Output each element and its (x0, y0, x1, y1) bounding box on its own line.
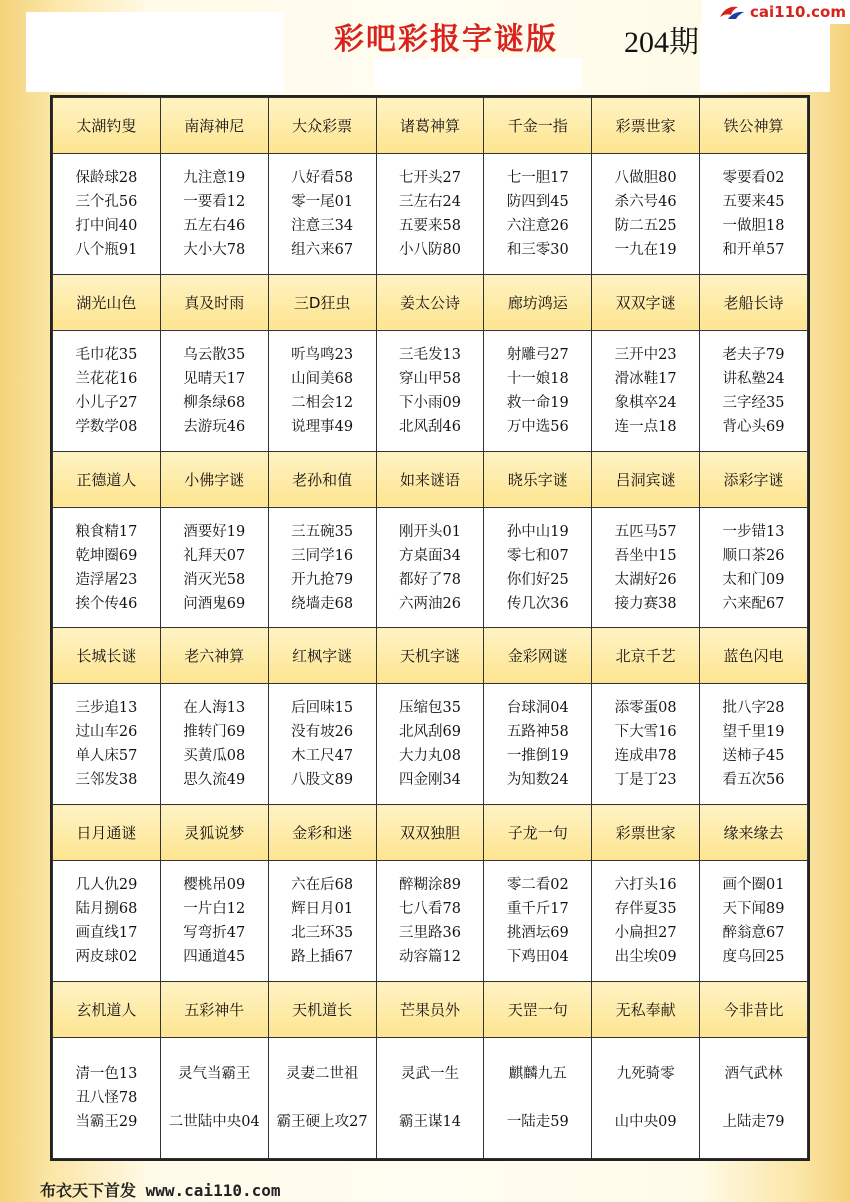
column-header-cell: 玄机道人 (53, 982, 161, 1038)
riddle-cell (268, 153, 376, 274)
header-row (53, 628, 808, 684)
column-header-cell: 红枫字谜 (268, 628, 376, 684)
column-header-cell: 老六神算 (160, 628, 268, 684)
riddle-line: 八个瓶91 (75, 241, 138, 258)
riddle-line: 路上插67 (291, 949, 354, 966)
redacted-box-left (26, 12, 284, 92)
column-header-cell: 彩票世家 (592, 805, 700, 861)
riddle-line: 万中选56 (506, 418, 569, 435)
riddle-cell (376, 861, 484, 982)
riddle-cell (268, 861, 376, 982)
riddle-cell (592, 684, 700, 805)
header-row (53, 805, 808, 861)
site-logo[interactable] (702, 0, 850, 24)
riddle-line: 动容篇12 (398, 949, 461, 966)
riddle-line: 九注意19 (183, 169, 246, 186)
riddle-line: 都好了78 (398, 571, 461, 588)
riddle-line: 问酒鬼69 (183, 595, 246, 612)
riddle-line: 粮食精17 (75, 523, 138, 540)
riddle-line: 五要来58 (398, 217, 461, 234)
column-header-cell: 湖光山色 (53, 274, 161, 330)
riddle-cell (700, 1038, 808, 1159)
riddle-line: 台球洞04 (506, 700, 569, 717)
column-header-cell: 金彩和迷 (268, 805, 376, 861)
riddle-line: 推转门69 (183, 724, 246, 741)
riddle-line: 救一命19 (506, 394, 569, 411)
riddle-line (269, 1086, 376, 1110)
riddle-line: 六两油26 (398, 595, 461, 612)
column-header-cell: 千金一指 (484, 98, 592, 154)
riddle-line: 为知数24 (506, 772, 569, 789)
riddle-line: 画个圈01 (722, 877, 785, 894)
column-header-cell: 子龙一句 (484, 805, 592, 861)
riddle-line: 大力丸08 (398, 748, 461, 765)
riddle-cell (376, 330, 484, 451)
riddle-line: 七开头27 (398, 169, 461, 186)
riddle-line: 下小雨09 (398, 394, 461, 411)
riddle-line: 五要来45 (722, 193, 785, 210)
riddle-cell (160, 330, 268, 451)
riddle-cell (592, 153, 700, 274)
riddle-line: 太湖好26 (614, 571, 677, 588)
column-header-cell: 晓乐字谜 (484, 451, 592, 507)
column-header-cell: 南海神尼 (160, 98, 268, 154)
riddle-line: 存伴夏35 (614, 901, 677, 918)
riddle-line: 孙中山19 (506, 523, 569, 540)
logo-text: cai110.com (750, 3, 846, 21)
riddle-line: 樱桃吊09 (183, 877, 246, 894)
riddle-line: 三个孔56 (75, 193, 138, 210)
riddle-line: 去游玩46 (183, 418, 246, 435)
riddle-line: 思久流49 (183, 772, 246, 789)
column-header-cell: 今非昔比 (700, 982, 808, 1038)
riddle-line: 添零蛋08 (614, 700, 677, 717)
riddle-row (53, 861, 808, 982)
riddle-line: 防四到45 (506, 193, 569, 210)
riddle-row (53, 153, 808, 274)
riddle-line: 山间美68 (291, 370, 354, 387)
riddle-line: 两皮球02 (75, 949, 138, 966)
riddle-cell (484, 861, 592, 982)
riddle-line: 大小大78 (183, 241, 246, 258)
riddle-line: 乌云散35 (183, 346, 246, 363)
riddle-line: 单人床57 (75, 748, 138, 765)
riddle-cell (592, 861, 700, 982)
riddle-line (377, 1086, 484, 1110)
column-header-cell: 蓝色闪电 (700, 628, 808, 684)
riddle-line: 辉日月01 (291, 901, 354, 918)
riddle-line: 北三环35 (291, 925, 354, 942)
riddle-line: 出尘埃09 (614, 949, 677, 966)
riddle-cell (376, 684, 484, 805)
column-header-cell: 添彩字谜 (700, 451, 808, 507)
riddle-line: 一推倒19 (506, 748, 569, 765)
riddle-line: 麒麟九五 (508, 1066, 567, 1083)
riddle-cell (376, 153, 484, 274)
riddle-cell (484, 153, 592, 274)
wing-logo-icon (718, 3, 746, 21)
riddle-line: 三邻发38 (75, 772, 138, 789)
column-header-cell: 老孙和值 (268, 451, 376, 507)
riddle-line: 望千里19 (722, 724, 785, 741)
column-header-cell: 正德道人 (53, 451, 161, 507)
riddle-line: 方桌面34 (398, 547, 461, 564)
riddle-line: 零要看02 (722, 169, 785, 186)
riddle-line: 打中间40 (75, 217, 138, 234)
riddle-cell (700, 684, 808, 805)
riddle-line: 上陆走79 (722, 1114, 785, 1131)
riddle-line: 八做胆80 (614, 169, 677, 186)
riddle-line: 杀六号46 (614, 193, 677, 210)
riddle-cell (160, 507, 268, 628)
riddle-line: 你们好25 (506, 571, 569, 588)
riddle-line: 灵武一生 (400, 1066, 459, 1083)
riddle-line: 买黄瓜08 (183, 748, 246, 765)
riddle-line: 六在后68 (291, 877, 354, 894)
riddle-line: 五左右46 (183, 217, 246, 234)
riddle-line: 木工尺47 (291, 748, 354, 765)
issue-number: 204期 (624, 26, 699, 59)
column-header-cell: 缘来缘去 (700, 805, 808, 861)
riddle-line: 学数学08 (75, 418, 138, 435)
riddle-table (52, 97, 808, 1159)
riddle-line: 北风刮69 (398, 724, 461, 741)
riddle-cell (700, 861, 808, 982)
riddle-line: 六来配67 (722, 595, 785, 612)
riddle-line: 七八看78 (398, 901, 461, 918)
riddle-line: 霸王谋14 (398, 1114, 461, 1131)
riddle-line: 批八字28 (722, 700, 785, 717)
riddle-line: 二世陆中央04 (168, 1114, 260, 1131)
riddle-line: 造浮屠23 (75, 571, 138, 588)
riddle-cell (160, 684, 268, 805)
riddle-line: 挑酒坛69 (506, 925, 569, 942)
riddle-line: 灵妻二世祖 (285, 1066, 359, 1083)
riddle-cell (53, 153, 161, 274)
column-header-cell: 老船长诗 (700, 274, 808, 330)
riddle-cell (268, 507, 376, 628)
riddle-line: 在人海13 (183, 700, 246, 717)
column-header-cell: 双双字谜 (592, 274, 700, 330)
riddle-line: 六注意26 (506, 217, 569, 234)
riddle-line: 刚开头01 (398, 523, 461, 540)
riddle-line: 三同学16 (291, 547, 354, 564)
riddle-line: 保龄球28 (75, 169, 138, 186)
riddle-line: 画直线17 (75, 925, 138, 942)
riddle-line: 乾坤圈69 (75, 547, 138, 564)
riddle-line: 看五次56 (722, 772, 785, 789)
column-header-cell: 彩票世家 (592, 98, 700, 154)
column-header-cell: 吕洞宾谜 (592, 451, 700, 507)
riddle-line: 象棋卒24 (614, 394, 677, 411)
riddle-line: 一片白12 (183, 901, 246, 918)
riddle-line: 九死骑零 (616, 1066, 675, 1083)
riddle-line: 霸王硬上攻27 (276, 1114, 368, 1131)
redacted-box-center (374, 58, 582, 90)
riddle-line: 四通道45 (183, 949, 246, 966)
riddle-cell (484, 507, 592, 628)
riddle-cell (53, 1038, 161, 1159)
riddle-line: 重千斤17 (506, 901, 569, 918)
riddle-line: 传几次36 (506, 595, 569, 612)
riddle-line: 零七和07 (506, 547, 569, 564)
riddle-line: 四金刚34 (398, 772, 461, 789)
riddle-line: 顺口茶26 (722, 547, 785, 564)
riddle-line: 挨个传46 (75, 595, 138, 612)
riddle-line: 写弯折47 (183, 925, 246, 942)
riddle-line: 开九抢79 (291, 571, 354, 588)
column-header-cell: 诸葛神算 (376, 98, 484, 154)
riddle-line: 讲私塾24 (722, 370, 785, 387)
riddle-line: 三毛发13 (398, 346, 461, 363)
riddle-line: 三字经35 (722, 394, 785, 411)
riddle-line: 六打头16 (614, 877, 677, 894)
riddle-line (700, 1086, 807, 1110)
column-header-cell: 天机字谜 (376, 628, 484, 684)
riddle-cell (484, 1038, 592, 1159)
riddle-line (484, 1086, 591, 1110)
riddle-line: 太和门09 (722, 571, 785, 588)
riddle-line: 毛巾花35 (75, 346, 138, 363)
column-header-cell: 芒果员外 (376, 982, 484, 1038)
riddle-line: 防二五25 (614, 217, 677, 234)
riddle-line: 柳条绿68 (183, 394, 246, 411)
riddle-line: 十一娘18 (506, 370, 569, 387)
riddle-line: 零一尾01 (291, 193, 354, 210)
riddle-grid (50, 95, 810, 1161)
column-header-cell: 廊坊鸿运 (484, 274, 592, 330)
riddle-line: 陆月捌68 (75, 901, 138, 918)
riddle-line: 零二看02 (506, 877, 569, 894)
riddle-line: 没有坡26 (291, 724, 354, 741)
riddle-line: 小扁担27 (614, 925, 677, 942)
riddle-cell (592, 330, 700, 451)
column-header-cell: 大众彩票 (268, 98, 376, 154)
riddle-line: 和三零30 (506, 241, 569, 258)
riddle-row (53, 684, 808, 805)
riddle-line: 小儿子27 (75, 394, 138, 411)
riddle-cell (268, 684, 376, 805)
riddle-line: 穿山甲58 (398, 370, 461, 387)
riddle-line: 二相会12 (291, 394, 354, 411)
riddle-cell (700, 507, 808, 628)
column-header-cell: 日月通谜 (53, 805, 161, 861)
riddle-cell (268, 1038, 376, 1159)
riddle-line: 下大雪16 (614, 724, 677, 741)
riddle-line: 滑冰鞋17 (614, 370, 677, 387)
riddle-line: 八股文89 (291, 772, 354, 789)
riddle-line: 当霸王29 (75, 1114, 138, 1131)
riddle-line: 一要看12 (183, 193, 246, 210)
riddle-line (161, 1086, 268, 1110)
riddle-line: 醉糊涂89 (398, 877, 461, 894)
column-header-cell: 灵狐说梦 (160, 805, 268, 861)
riddle-cell (700, 330, 808, 451)
riddle-line: 和开单57 (722, 241, 785, 258)
riddle-line: 接力赛38 (614, 595, 677, 612)
riddle-line: 灵气当霸王 (178, 1066, 251, 1083)
riddle-line: 下鸡田04 (506, 949, 569, 966)
riddle-cell (268, 330, 376, 451)
riddle-cell (484, 684, 592, 805)
riddle-line: 八好看58 (291, 169, 354, 186)
riddle-line: 吾坐中15 (614, 547, 677, 564)
riddle-line: 连一点18 (614, 418, 677, 435)
column-header-cell: 北京千艺 (592, 628, 700, 684)
riddle-line: 过山车26 (75, 724, 138, 741)
riddle-line (592, 1086, 699, 1110)
riddle-line: 听鸟鸣23 (291, 346, 354, 363)
riddle-cell (592, 507, 700, 628)
riddle-line: 天下闻89 (722, 901, 785, 918)
column-header-cell: 天罡一句 (484, 982, 592, 1038)
riddle-line: 送柿子45 (722, 748, 785, 765)
riddle-line: 度乌回25 (722, 949, 785, 966)
riddle-line: 兰花花16 (75, 370, 138, 387)
riddle-cell (53, 507, 161, 628)
riddle-line: 丁是丁23 (614, 772, 677, 789)
column-header-cell: 太湖钓叟 (53, 98, 161, 154)
riddle-line: 一做胆18 (722, 217, 785, 234)
riddle-line: 注意三34 (291, 217, 354, 234)
riddle-line: 酒气武林 (724, 1066, 783, 1083)
riddle-line: 丑八怪78 (75, 1090, 138, 1107)
column-header-cell: 铁公神算 (700, 98, 808, 154)
column-header-cell: 天机道长 (268, 982, 376, 1038)
column-header-cell: 姜太公诗 (376, 274, 484, 330)
riddle-cell (160, 861, 268, 982)
header-row (53, 451, 808, 507)
riddle-line: 一陆走59 (506, 1114, 569, 1131)
header-row (53, 98, 808, 154)
riddle-line: 老夫子79 (722, 346, 785, 363)
riddle-line: 五匹马57 (614, 523, 677, 540)
riddle-line: 七一胆17 (506, 169, 569, 186)
column-header-cell: 双双独胆 (376, 805, 484, 861)
column-header-cell: 如来谜语 (376, 451, 484, 507)
riddle-line: 背心头69 (722, 418, 785, 435)
riddle-cell (376, 507, 484, 628)
riddle-cell (53, 330, 161, 451)
riddle-line: 三左右24 (398, 193, 461, 210)
riddle-line: 说理事49 (291, 418, 354, 435)
header-row (53, 982, 808, 1038)
riddle-line: 小八防80 (398, 241, 461, 258)
riddle-line: 几人仇29 (75, 877, 138, 894)
page-title: 彩吧彩报字谜版 (334, 22, 558, 57)
riddle-line: 三里路36 (398, 925, 461, 942)
riddle-cell (484, 330, 592, 451)
riddle-line: 压缩包35 (398, 700, 461, 717)
riddle-line: 后回味15 (291, 700, 354, 717)
riddle-line: 酒要好19 (183, 523, 246, 540)
riddle-line: 北风刮46 (398, 418, 461, 435)
riddle-row (53, 1038, 808, 1159)
riddle-line: 三开中23 (614, 346, 677, 363)
riddle-row (53, 507, 808, 628)
riddle-line: 礼拜天07 (183, 547, 246, 564)
header-row (53, 274, 808, 330)
riddle-line: 连成串78 (614, 748, 677, 765)
riddle-line: 见晴天17 (183, 370, 246, 387)
column-header-cell: 小佛字谜 (160, 451, 268, 507)
column-header-cell: 无私奉献 (592, 982, 700, 1038)
riddle-cell (592, 1038, 700, 1159)
riddle-line: 绕墙走68 (291, 595, 354, 612)
riddle-line: 一步错13 (722, 523, 785, 540)
riddle-line: 消灭光58 (183, 571, 246, 588)
riddle-line: 射雕弓27 (506, 346, 569, 363)
riddle-line: 三五碗35 (291, 523, 354, 540)
column-header-cell: 长城长谜 (53, 628, 161, 684)
column-header-cell: 五彩神牛 (160, 982, 268, 1038)
column-header-cell: 三D狂虫 (268, 274, 376, 330)
column-header-cell: 真及时雨 (160, 274, 268, 330)
riddle-cell (53, 684, 161, 805)
column-header-cell: 金彩网谜 (484, 628, 592, 684)
riddle-cell (53, 861, 161, 982)
riddle-cell (700, 153, 808, 274)
riddle-line: 醉翁意67 (722, 925, 785, 942)
riddle-cell (160, 153, 268, 274)
riddle-row (53, 330, 808, 451)
redacted-box-right (700, 22, 830, 92)
riddle-line: 清一色13 (75, 1066, 138, 1083)
footer-text: 布衣天下首发 www.cai110.com (40, 1181, 281, 1200)
riddle-line: 一九在19 (614, 241, 677, 258)
riddle-line: 五路神58 (506, 724, 569, 741)
riddle-line: 山中央09 (614, 1114, 677, 1131)
riddle-line: 组六来67 (291, 241, 354, 258)
riddle-cell (376, 1038, 484, 1159)
riddle-cell (160, 1038, 268, 1159)
riddle-line: 三步追13 (75, 700, 138, 717)
